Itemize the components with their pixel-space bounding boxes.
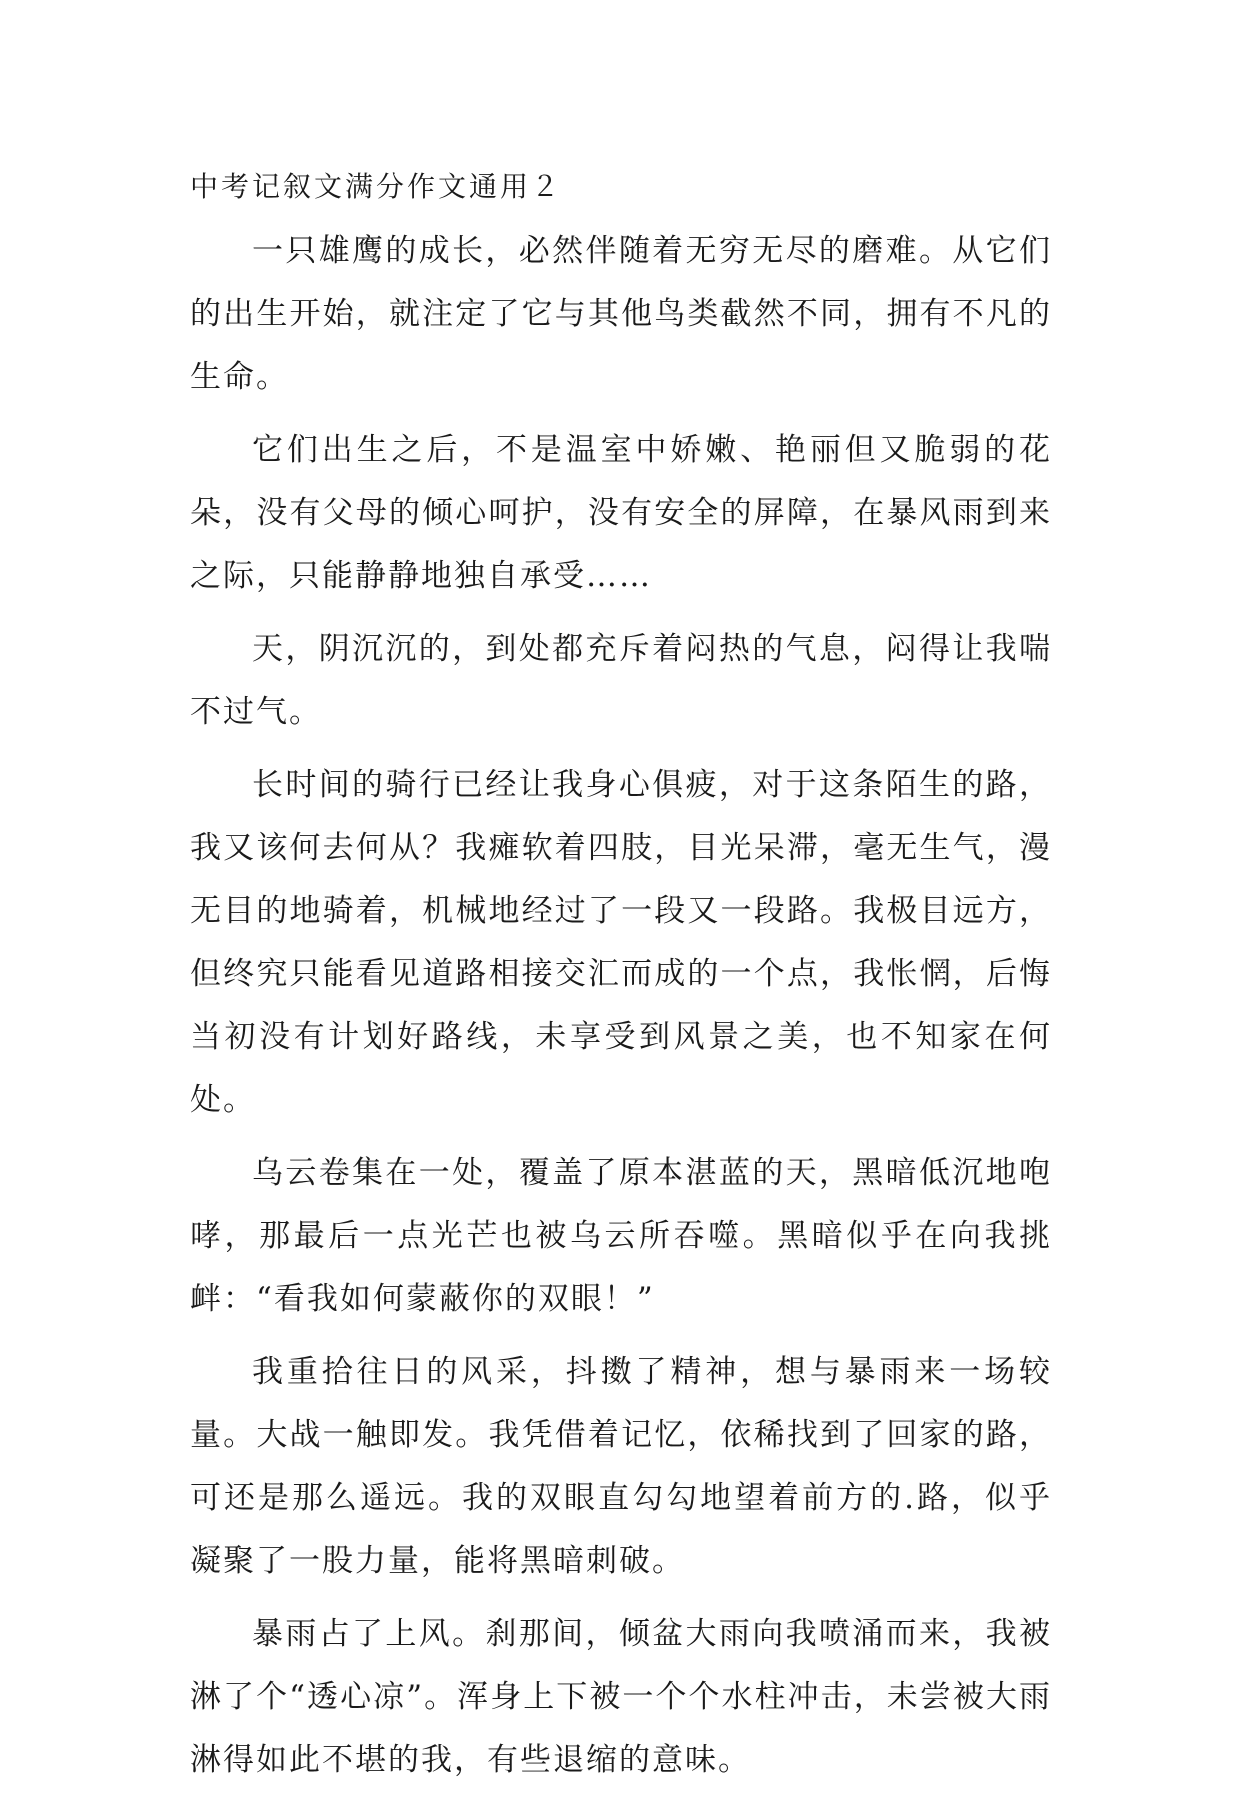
document-body	[190, 164, 1052, 1802]
paragraph-2: 它们出生之后，不是温室中娇嫩、艳丽但又脆弱的花朵，没有父母的倾心呵护，没有安全的屏障，在暴风雨到来之际，只能静静地独自承受……	[190, 432, 1052, 594]
paragraph-1: 一只雄鹰的成长，必然伴随着无穷无尽的磨难。从它们的出生开始，就注定了它与其他鸟类截然不同，拥有不凡的生命。	[190, 233, 1052, 395]
paragraph-3: 天，阴沉沉的，到处都充斥着闷热的气息，闷得让我喘不过气。	[190, 631, 1052, 730]
paragraph-7: 暴雨占了上风。刹那间，倾盆大雨向我喷涌而来，我被淋了个“透心凉”。浑身上下被一个个水柱冲击，未尝被大雨淋得如此不堪的我，有些退缩的意味。	[190, 1616, 1052, 1778]
document-title: 中考记叙文满分作文通用２	[190, 170, 563, 203]
paragraph-5: 乌云卷集在一处，覆盖了原本湛蓝的天，黑暗低沉地咆哮，那最后一点光芒也被乌云所吞噬。黑暗似乎在向我挑衅：“看我如何蒙蔽你的双眼！”	[190, 1155, 1052, 1317]
paragraph-4: 长时间的骑行已经让我身心俱疲，对于这条陌生的路，我又该何去何从？我瘫软着四肢，目光呆滞，毫无生气，漫无目的地骑着，机械地经过了一段又一段路。我极目远方，但终究只能看见道路相接交汇而成的一个点，我怅惘，后悔当初没有计划好路线，未享受到风景之美，也不知家在何处。	[190, 767, 1052, 1118]
paragraph-6: 我重拾往日的风采，抖擞了精神，想与暴雨来一场较量。大战一触即发。我凭借着记忆，依稀找到了回家的路，可还是那么遥远。我的双眼直勾勾地望着前方的.路，似乎凝聚了一股力量，能将黑暗刺破。	[190, 1354, 1052, 1579]
